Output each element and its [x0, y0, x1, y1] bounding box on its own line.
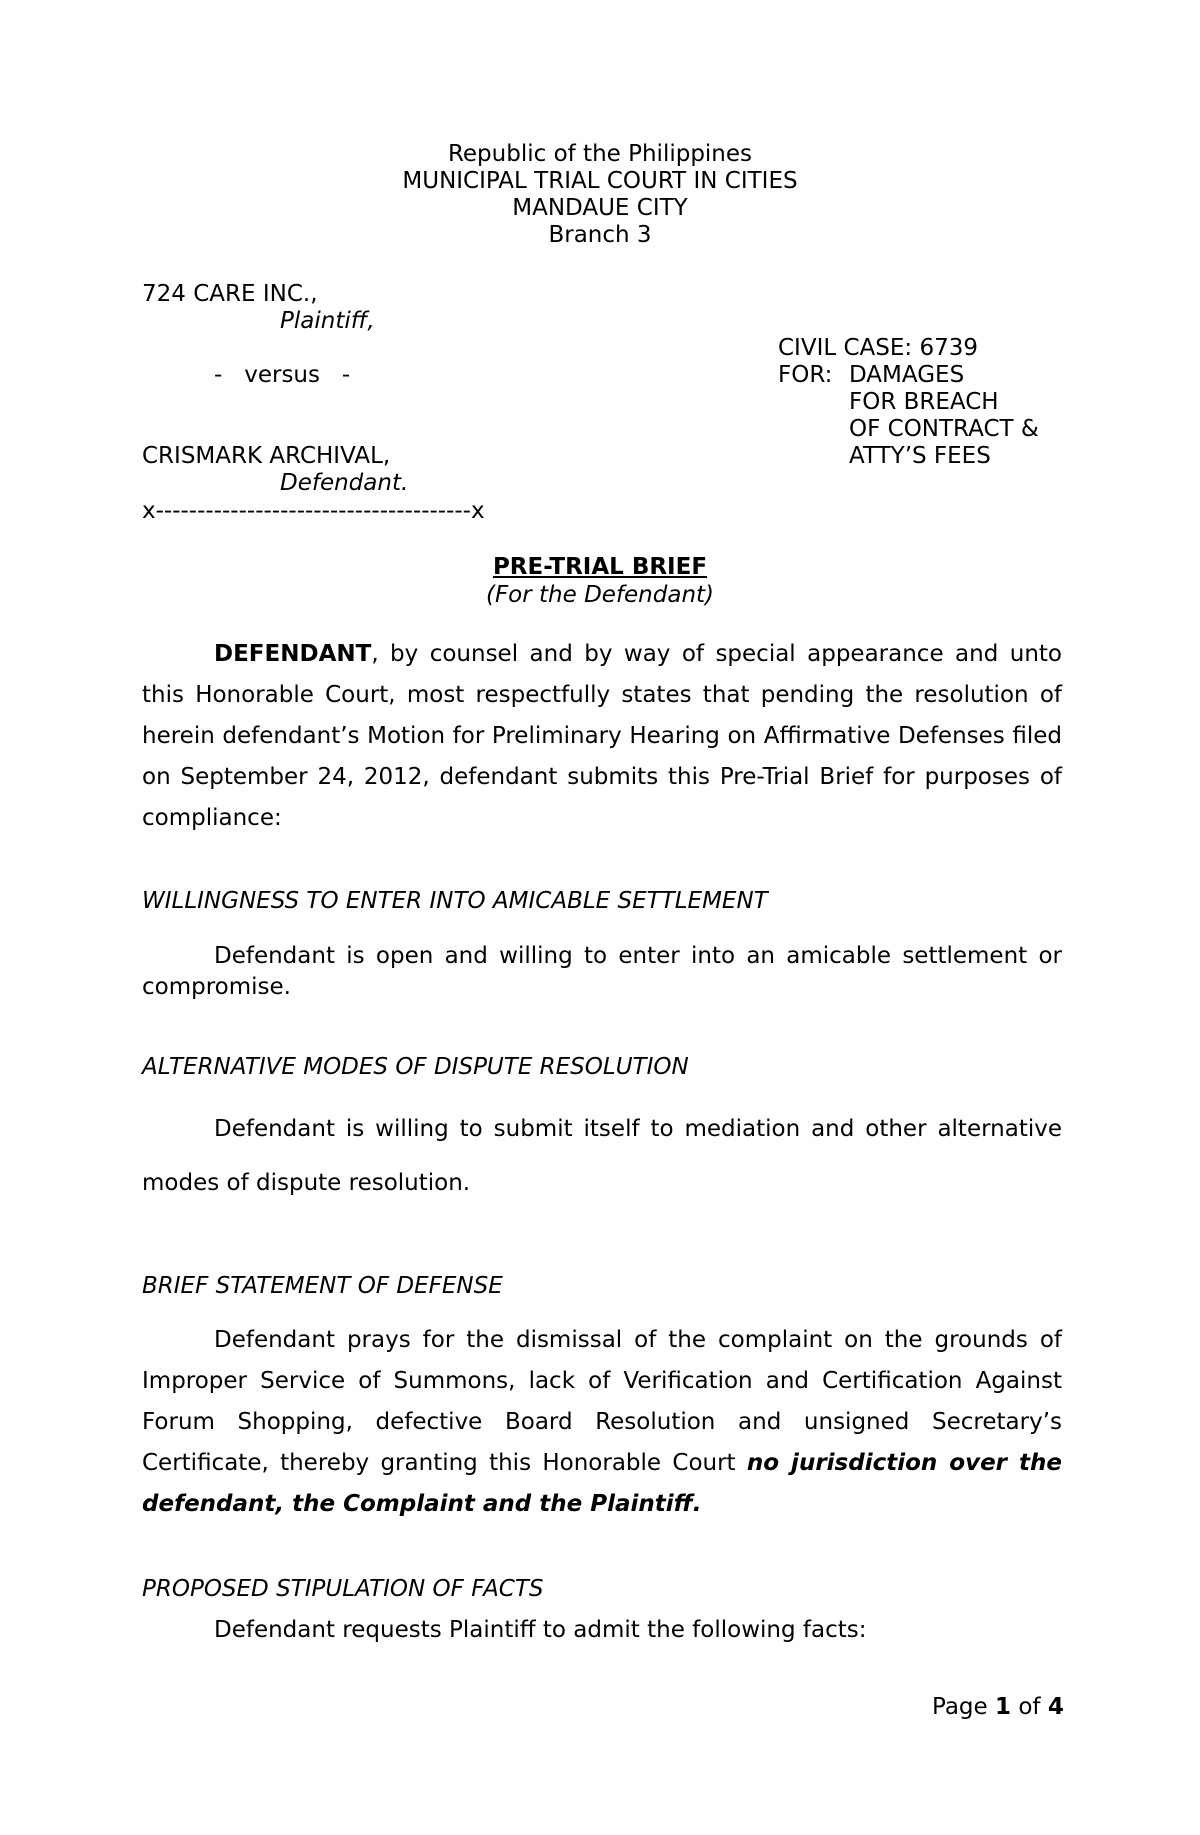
section-body-settlement	[142, 941, 1062, 1003]
section-text-defense: Defendant prays for the dismissal of the complaint on the grounds of Improper Service of Summons, lack of Verification and Certification Against Forum Shopping, defective Board Resolution and unsigned Secretary’s Certificate, thereby granting this Honorable Court	[142, 1327, 1062, 1476]
section-emphasis-defense: no jurisdiction over the defendant, the Complaint and the Plaintiff.	[142, 1450, 1062, 1517]
header-branch: Branch 3	[548, 222, 652, 248]
for-label: FOR:	[778, 362, 833, 388]
section-body-defense	[142, 1320, 1062, 1525]
plaintiff-name: 724 CARE INC.,	[142, 281, 318, 307]
section-heading-stipulation: PROPOSED STIPULATION OF FACTS	[142, 1576, 544, 1602]
intro-paragraph	[142, 634, 1062, 839]
for-line-2: FOR BREACH	[849, 389, 999, 415]
for-line-1: DAMAGES	[849, 362, 965, 388]
plaintiff-role: Plaintiff,	[280, 308, 375, 334]
document-title: PRE-TRIAL BRIEF	[492, 554, 708, 580]
defendant-name: CRISMARK ARCHIVAL,	[142, 443, 391, 469]
footer-page-number: 1	[995, 1694, 1012, 1720]
section-heading-defense: BRIEF STATEMENT OF DEFENSE	[142, 1273, 503, 1299]
header-court: MUNICIPAL TRIAL COURT IN CITIES	[402, 168, 798, 194]
section-heading-settlement: WILLINGNESS TO ENTER INTO AMICABLE SETTLEMENT	[142, 888, 768, 914]
defendant-role: Defendant.	[280, 470, 409, 496]
section-text-settlement: Defendant is open and willing to enter into an amicable settlement or compromise.	[142, 943, 1062, 1000]
caption-separator: x--------------------------------------x	[142, 498, 485, 524]
intro-lead: DEFENDANT	[214, 641, 372, 667]
section-text-adr: Defendant is willing to submit itself to mediation and other alternative modes of dispute resolution.	[142, 1116, 1062, 1196]
for-line-4: ATTY’S FEES	[849, 443, 991, 469]
footer-of-word: of	[1018, 1694, 1041, 1720]
for-line-3: OF CONTRACT &	[849, 416, 1039, 442]
intro-text: , by counsel and by way of special appearance and unto this Honorable Court, most respectfully states that pending the resolution of herein defendant’s Motion for Preliminary Hearing on Affirmative Defenses filed on September 24, 2012, defendant submits this Pre-Trial Brief for purposes of compliance:	[142, 641, 1062, 831]
section-heading-adr: ALTERNATIVE MODES OF DISPUTE RESOLUTION	[142, 1054, 689, 1080]
section-text-stipulation: Defendant requests Plaintiff to admit the following facts:	[214, 1617, 867, 1643]
footer-page-total: 4	[1047, 1694, 1064, 1720]
versus-label: - versus -	[214, 362, 351, 388]
header-city: MANDAUE CITY	[512, 195, 688, 221]
document-subtitle: (For the Defendant)	[485, 582, 715, 608]
footer-page-word: Page	[932, 1694, 988, 1720]
header-republic: Republic of the Philippines	[447, 141, 753, 167]
civil-case-number: CIVIL CASE: 6739	[778, 335, 979, 361]
page-footer	[932, 1694, 1064, 1721]
section-body-adr	[142, 1102, 1062, 1210]
